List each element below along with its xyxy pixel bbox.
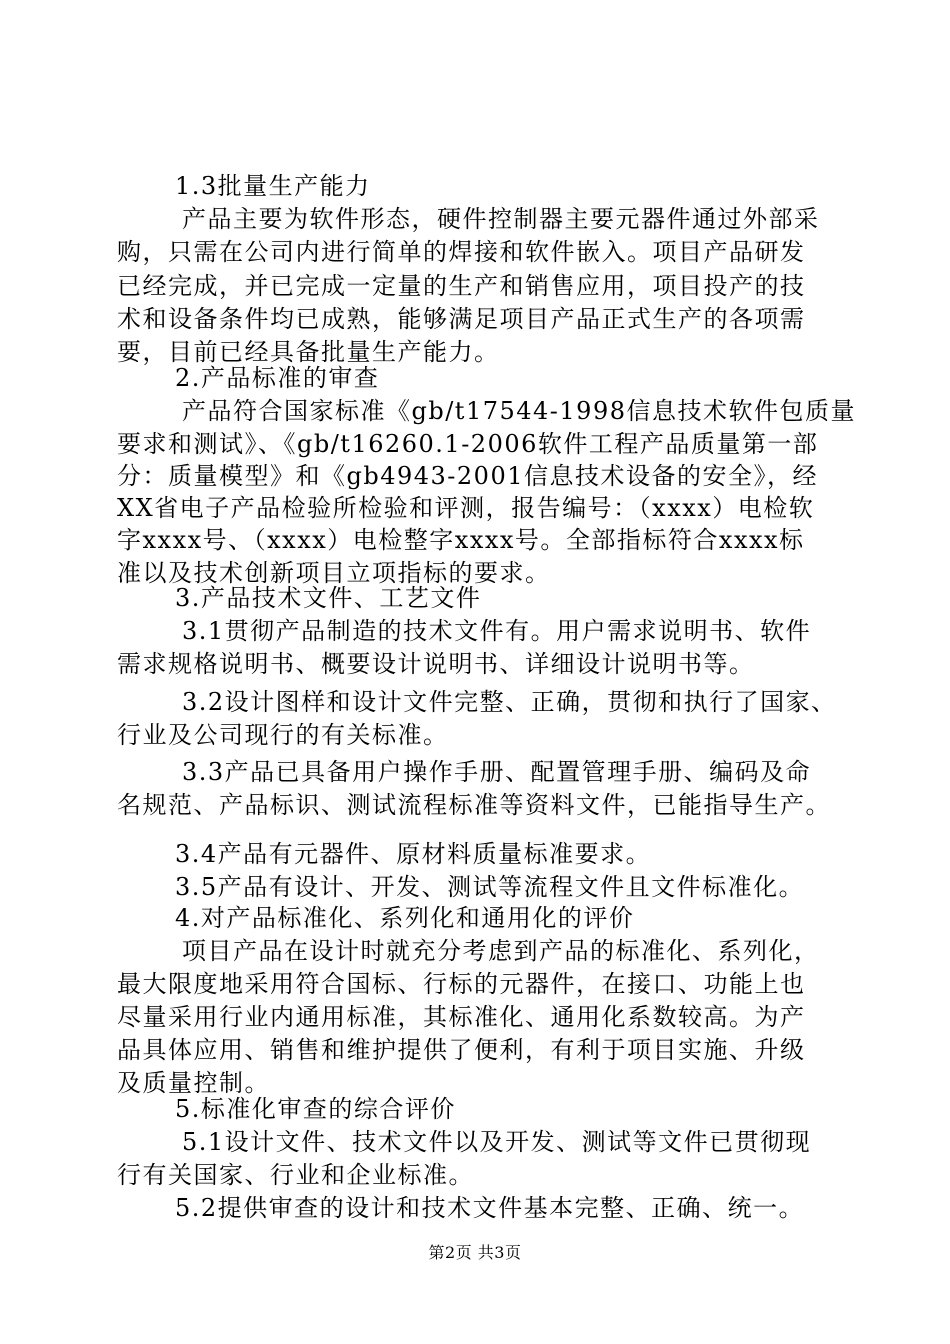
paragraph-line: 要求和测试》、《gb/t16260.1-2006软件工程产品质量第一部 <box>117 430 819 458</box>
paragraph-line: 3.3产品已具备用户操作手册、配置管理手册、编码及命 <box>182 758 812 786</box>
paragraph-line: 需求规格说明书、概要设计说明书、详细设计说明书等。 <box>117 650 755 678</box>
paragraph-line: 已经完成，并已完成一定量的生产和销售应用，项目投产的技 <box>117 272 806 300</box>
page-footer: 第2页 共3页 <box>428 1243 522 1262</box>
paragraph-line: 名规范、产品标识、测试流程标准等资料文件，已能指导生产。 <box>117 791 831 819</box>
paragraph-line: 准以及技术创新项目立项指标的要求。 <box>117 559 551 587</box>
paragraph-line: 项目产品在设计时就充分考虑到产品的标准化、系列化， <box>182 937 820 965</box>
paragraph-line: 3.1贯彻产品制造的技术文件有。用户需求说明书、软件 <box>182 617 812 645</box>
heading-1-3: 1.3批量生产能力 <box>175 172 371 200</box>
paragraph-line: 3.5产品有设计、开发、测试等流程文件且文件标准化。 <box>175 873 805 901</box>
paragraph-line: XX省电子产品检验所检验和评测，报告编号：（xxxx）电检软 <box>117 494 815 522</box>
heading-2: 2.产品标准的审查 <box>175 364 380 392</box>
paragraph-line: 字xxxx号、（xxxx）电检整字xxxx号。全部指标符合xxxx标 <box>117 526 805 554</box>
paragraph-line: 产品主要为软件形态，硬件控制器主要元器件通过外部采 <box>182 205 820 233</box>
paragraph-line: 术和设备条件均已成熟，能够满足项目产品正式生产的各项需 <box>117 305 806 333</box>
paragraph-line: 5.1设计文件、技术文件以及开发、测试等文件已贯彻现 <box>182 1128 812 1156</box>
heading-4: 4.对产品标准化、系列化和通用化的评价 <box>175 904 635 932</box>
paragraph-line: 3.4产品有元器件、原材料质量标准要求。 <box>175 840 652 868</box>
paragraph-line: 购，只需在公司内进行简单的焊接和软件嵌入。项目产品研发 <box>117 238 806 266</box>
paragraph-line: 行业及公司现行的有关标准。 <box>117 721 449 749</box>
paragraph-line: 品具体应用、销售和维护提供了便利，有利于项目实施、升级 <box>117 1036 806 1064</box>
heading-5: 5.标准化审查的综合评价 <box>175 1095 456 1123</box>
paragraph-line: 要，目前已经具备批量生产能力。 <box>117 338 500 366</box>
paragraph-line: 最大限度地采用符合国标、行标的元器件，在接口、功能上也 <box>117 970 806 998</box>
paragraph-line: 分：质量模型》和《gb4943-2001信息技术设备的安全》，经 <box>117 462 818 490</box>
paragraph-line: 及质量控制。 <box>117 1069 270 1097</box>
paragraph-line: 5.2提供审查的设计和技术文件基本完整、正确、统一。 <box>175 1194 805 1222</box>
paragraph-line: 3.2设计图样和设计文件完整、正确，贯彻和执行了国家、 <box>182 688 837 716</box>
heading-3: 3.产品技术文件、工艺文件 <box>175 584 482 612</box>
paragraph-line: 尽量采用行业内通用标准，其标准化、通用化系数较高。为产 <box>117 1003 806 1031</box>
paragraph-line: 行有关国家、行业和企业标准。 <box>117 1161 474 1189</box>
paragraph-line: 产品符合国家标准《gb/t17544-1998信息技术软件包质量 <box>182 397 856 425</box>
